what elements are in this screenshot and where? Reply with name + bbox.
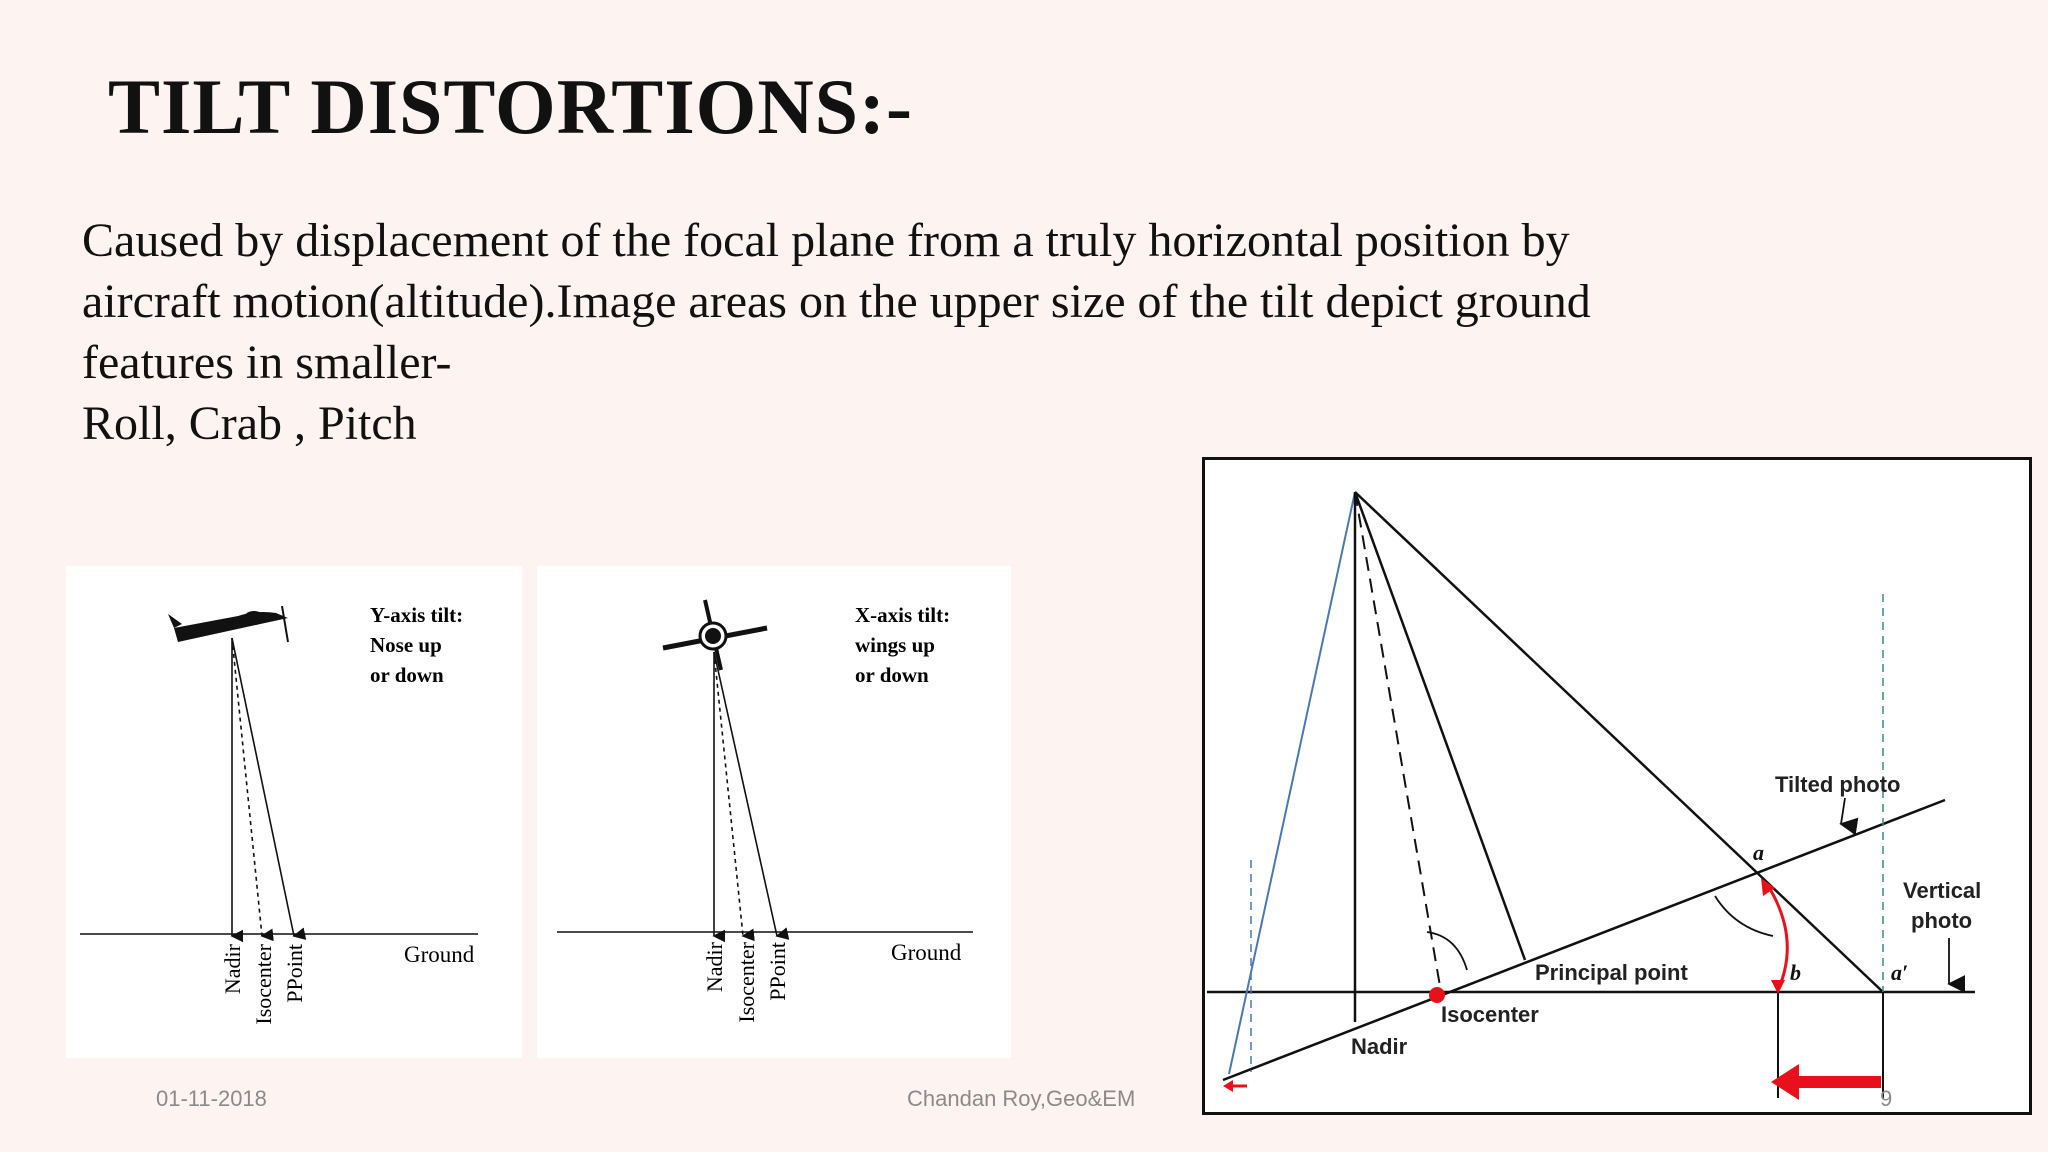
ppoint-label: PPoint (282, 944, 307, 1003)
y-axis-tilt-diagram (66, 566, 522, 1058)
caption-line-2: Nose up (370, 633, 442, 657)
ppoint-label: PPoint (765, 942, 790, 1001)
body-line-3: features in smaller- (82, 336, 452, 389)
point-b-label: b (1790, 960, 1801, 985)
a-prime-ray (1355, 492, 1883, 992)
caption-line-3: or down (370, 663, 444, 687)
ground-label: Ground (404, 942, 475, 967)
displacement-arrow-shaft (1797, 1076, 1881, 1088)
nadir-label: Nadir (220, 944, 245, 995)
slide-number: 9 (1880, 1086, 1893, 1111)
isocenter-ray (714, 652, 743, 936)
isocenter-label: Isocenter (734, 942, 759, 1023)
isocenter-ray (232, 638, 262, 936)
tilted-photo-diagram (1202, 457, 2032, 1115)
tilted-photo-label: Tilted photo (1775, 772, 1901, 797)
caption-line-3: or down (855, 663, 929, 687)
ppoint-ray (232, 638, 294, 936)
body-line-4: Roll, Crab , Pitch (82, 397, 417, 450)
footer-author: Chandan Roy,Geo&EM (907, 1086, 1136, 1111)
body-line-2: aircraft motion(altitude).Image areas on the upper size of the tilt depict ground (82, 275, 1591, 328)
slide-title: TILT DISTORTIONS:- (108, 63, 914, 150)
isocenter-dot (1429, 987, 1445, 1003)
tilted-photo-pointer (1841, 798, 1845, 824)
tilted-photo-line (1223, 800, 1945, 1080)
point-a-label: a (1753, 840, 1764, 865)
caption-line-2: wings up (855, 633, 935, 657)
principal-point-label: Principal point (1535, 960, 1688, 985)
vertical-photo-label-line-2: photo (1911, 908, 1973, 933)
nadir-label: Nadir (702, 942, 727, 993)
isocenter-label: Isocenter (1441, 1002, 1539, 1027)
airplane-side-icon (168, 606, 288, 642)
caption-line-1: Y-axis tilt: (370, 603, 464, 627)
isocenter-label: Isocenter (251, 944, 276, 1025)
displacement-arrowhead (1771, 1064, 1799, 1100)
slide-body-text (82, 210, 1782, 454)
blue-ray (1229, 492, 1355, 1074)
caption-line-1: X-axis tilt: (855, 603, 951, 627)
principal-point-ray (1355, 492, 1525, 960)
point-a-prime-label: a′ (1891, 960, 1909, 985)
isocenter-ray (1355, 492, 1441, 992)
small-red-arrowhead (1223, 1080, 1233, 1092)
ppoint-ray (714, 652, 777, 936)
footer-date: 01-11-2018 (156, 1086, 267, 1111)
x-axis-tilt-diagram (537, 566, 1011, 1058)
ground-label: Ground (891, 940, 962, 965)
a-angle-arc (1715, 896, 1773, 936)
nadir-label: Nadir (1351, 1034, 1408, 1059)
body-line-1: Caused by displacement of the focal plane from a truly horizontal position by (82, 214, 1570, 267)
vertical-photo-label-line-1: Vertical (1903, 878, 1982, 903)
